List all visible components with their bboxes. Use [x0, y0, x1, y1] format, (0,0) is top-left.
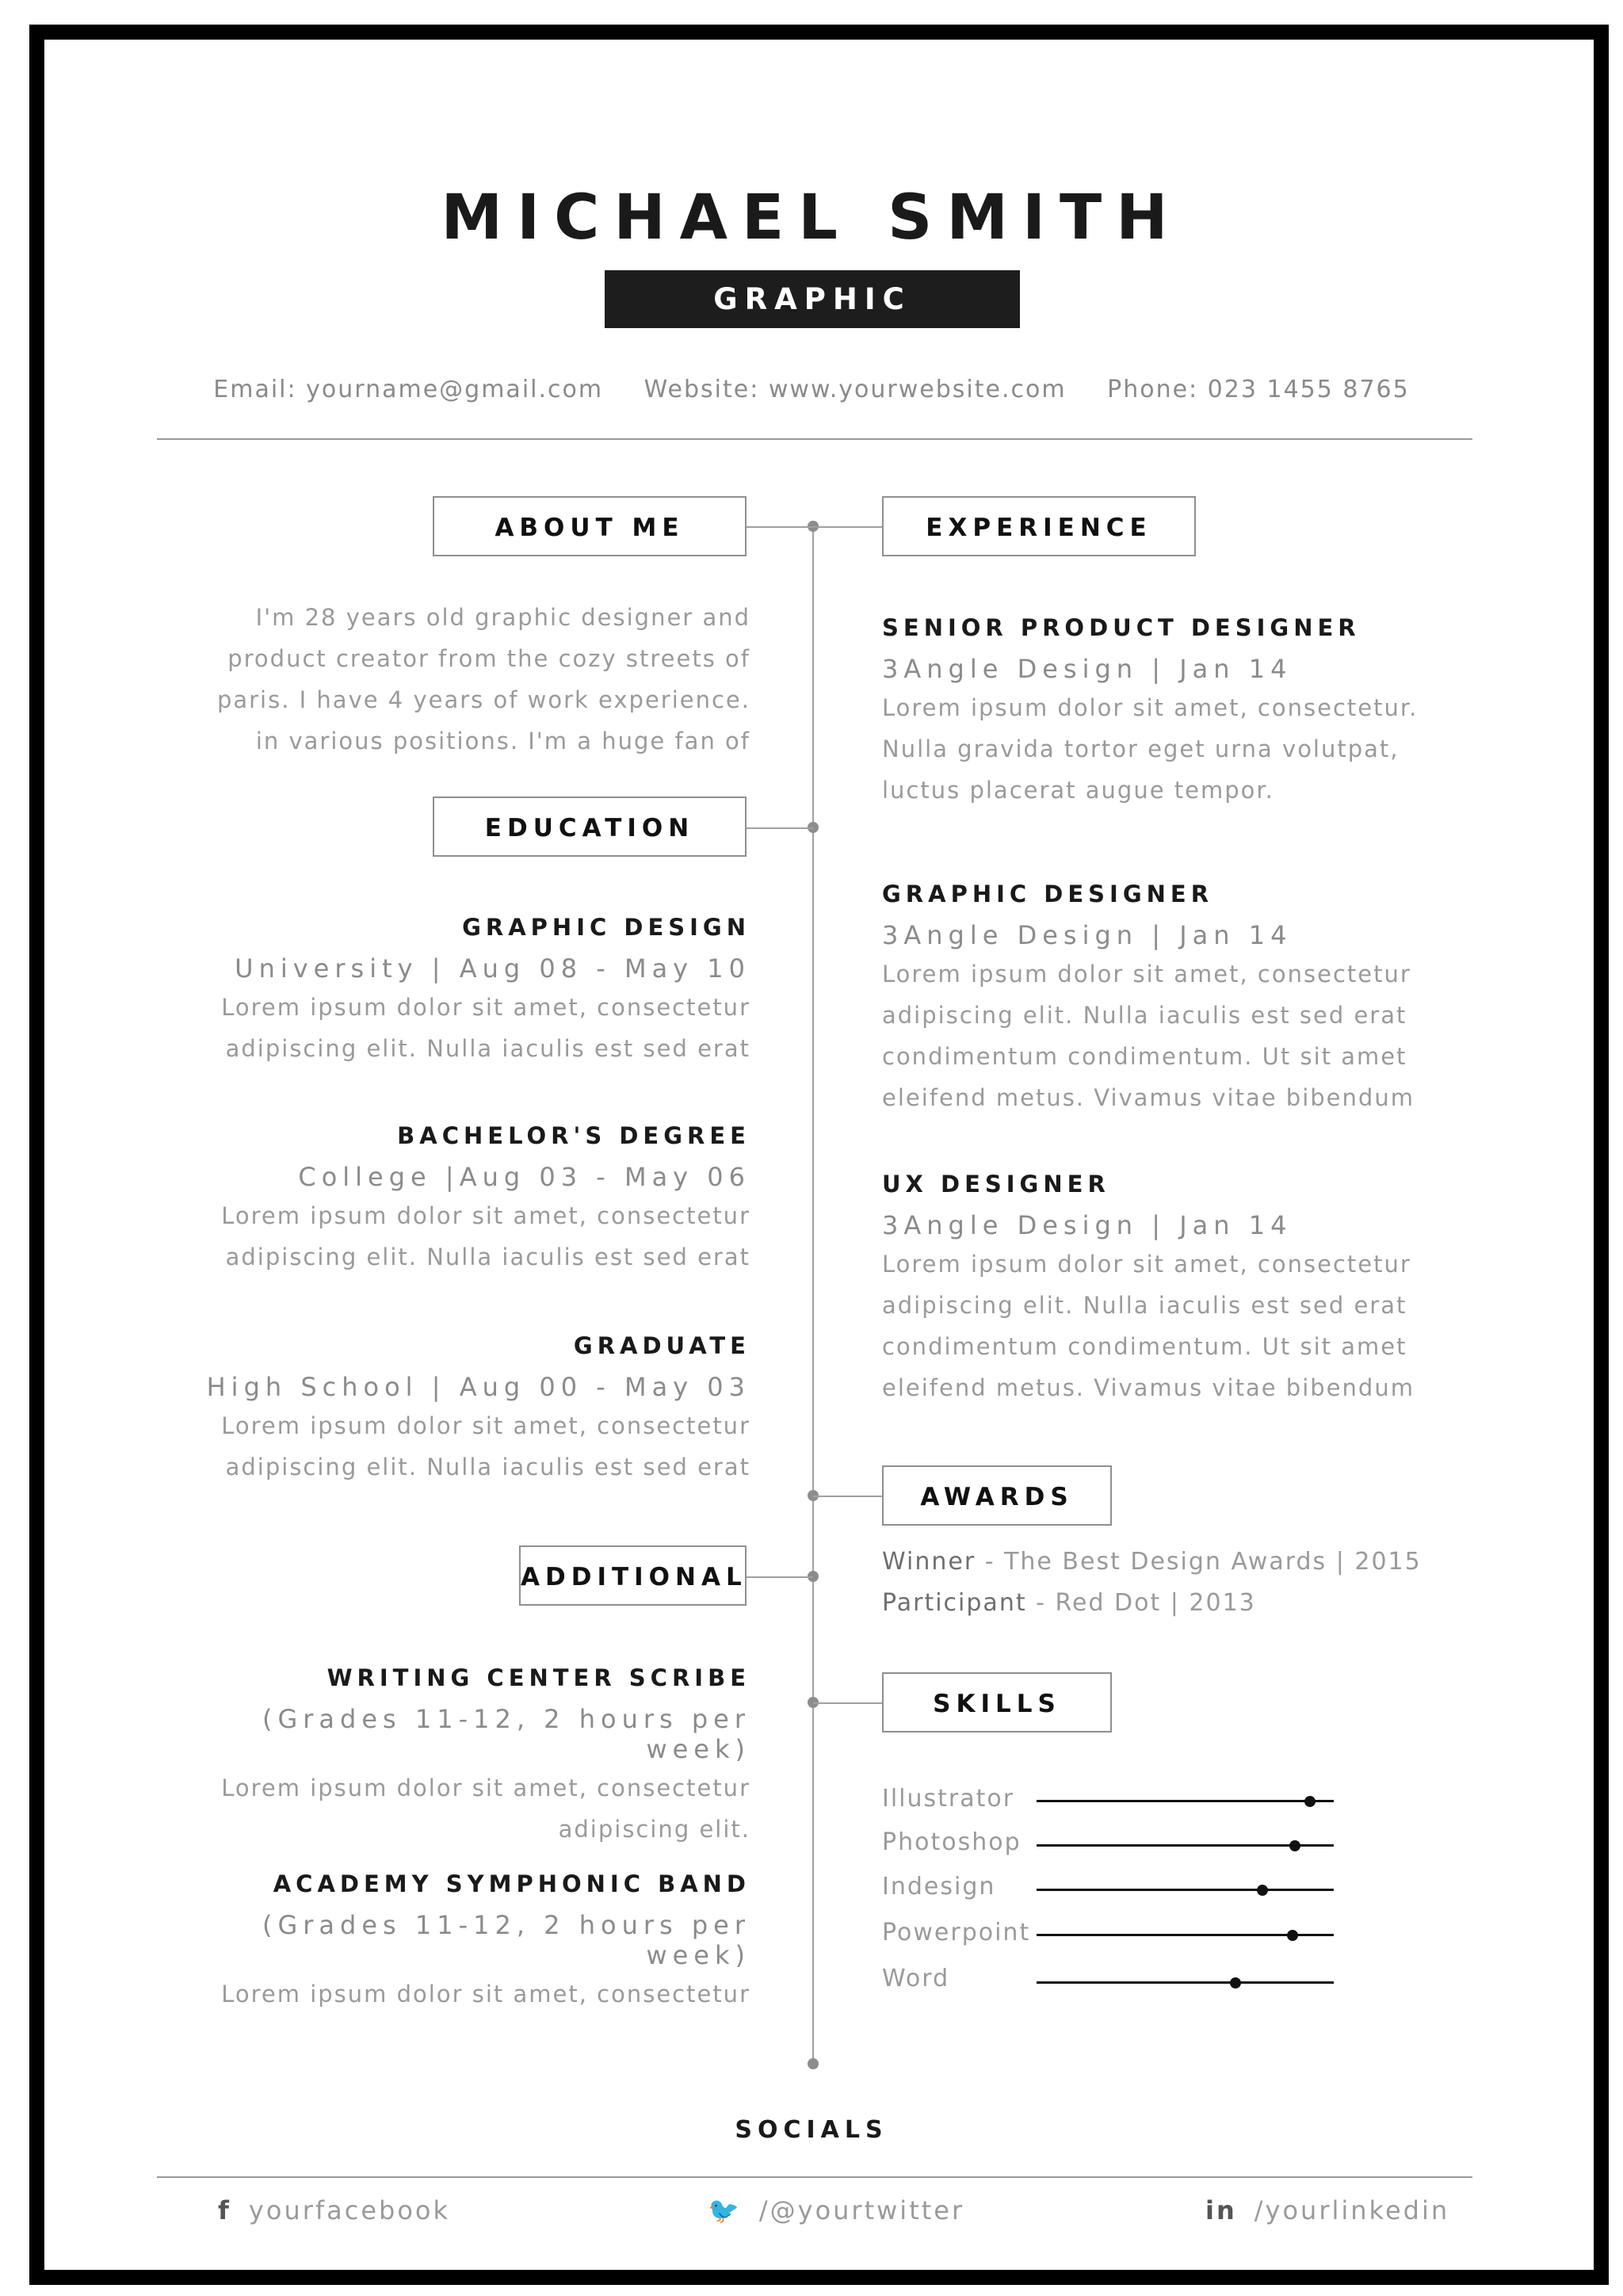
- additional-sub: (Grades 11-12, 2 hours per week): [262, 1910, 750, 1970]
- body-line: adipiscing elit. Nulla iaculis est sed erat: [225, 1244, 750, 1270]
- body-line: Lorem ipsum dolor sit amet, consectetur: [882, 1251, 1411, 1278]
- education-body: [198, 1405, 750, 1488]
- experience-sub: 3Angle Design | Jan 14: [882, 1210, 1293, 1240]
- additional-title: WRITING CENTER SCRIBE: [327, 1664, 750, 1691]
- about-line: I'm 28 years old graphic designer and: [255, 604, 750, 631]
- experience-item: [882, 1171, 1484, 1408]
- additional-title: ACADEMY SYMPHONIC BAND: [273, 1870, 750, 1897]
- experience-title: SENIOR PRODUCT DESIGNER: [882, 614, 1361, 641]
- award-detail: - The Best Design Awards | 2015: [976, 1548, 1422, 1576]
- skill-level-knob: [1287, 1930, 1298, 1941]
- education-title: BACHELOR'S DEGREE: [397, 1122, 750, 1149]
- award-item: [882, 1541, 1484, 1583]
- experience-heading: EXPERIENCE: [882, 496, 1196, 556]
- award-label: Winner: [882, 1548, 976, 1576]
- skill-label: Indesign: [882, 1873, 996, 1901]
- connector: [813, 526, 884, 528]
- socials-heading: SOCIALS: [735, 2116, 888, 2144]
- body-line: adipiscing elit. Nulla iaculis est sed erat: [882, 1292, 1407, 1319]
- experience-title: UX DESIGNER: [882, 1171, 1110, 1198]
- education-sub: University | Aug 08 - May 10: [235, 953, 750, 984]
- twitter-handle: /@yourtwitter: [758, 2195, 965, 2225]
- additional-item: [198, 1664, 750, 1850]
- twitter-link[interactable]: [708, 2195, 964, 2225]
- experience-item: [882, 614, 1484, 811]
- experience-sub: 3Angle Design | Jan 14: [882, 920, 1293, 950]
- job-title-badge: GRAPHIC DESIGNER: [605, 270, 1020, 328]
- body-line: adipiscing elit. Nulla iaculis est sed erat: [882, 1002, 1407, 1029]
- connector: [745, 827, 813, 829]
- body-line: Lorem ipsum dolor sit amet, consectetur: [221, 1412, 750, 1439]
- email-text[interactable]: Email: yourname@gmail.com: [213, 376, 604, 403]
- education-sub: College |Aug 03 - May 06: [298, 1162, 750, 1192]
- additional-item: [198, 1870, 750, 2015]
- skill-level-knob: [1257, 1885, 1268, 1896]
- timeline-dot: [808, 2058, 819, 2069]
- website-text[interactable]: Website: www.yourwebsite.com: [643, 376, 1067, 403]
- about-line: paris. I have 4 years of work experience.: [216, 686, 750, 713]
- skill-bar: [1037, 1981, 1334, 1984]
- connector: [745, 1576, 813, 1578]
- education-title: GRAPHIC DESIGN: [462, 914, 750, 941]
- award-label: Participant: [882, 1589, 1027, 1617]
- linkedin-handle: /yourlinkedin: [1254, 2195, 1450, 2225]
- skill-label: Illustrator: [882, 1785, 1015, 1813]
- body-line: adipiscing elit.: [558, 1816, 750, 1843]
- experience-body: [882, 953, 1484, 1118]
- body-line: Lorem ipsum dolor sit amet, consectetur: [882, 961, 1411, 988]
- linkedin-link[interactable]: [1205, 2195, 1449, 2225]
- body-line: condimentum condimentum. Ut sit amet: [882, 1043, 1407, 1070]
- experience-item: [882, 881, 1484, 1118]
- education-sub: High School | Aug 00 - May 03: [206, 1372, 750, 1402]
- education-item: [198, 1332, 750, 1488]
- additional-heading: ADDITIONAL: [519, 1545, 747, 1606]
- twitter-icon: 🐦: [708, 2195, 742, 2225]
- education-item: [198, 914, 750, 1069]
- body-line: Nulla gravida tortor eget urna volutpat,: [882, 735, 1400, 762]
- experience-sub: 3Angle Design | Jan 14: [882, 654, 1293, 684]
- award-item: [882, 1583, 1484, 1624]
- skill-bar: [1037, 1800, 1334, 1802]
- education-heading: EDUCATION: [433, 797, 747, 857]
- award-detail: - Red Dot | 2013: [1026, 1589, 1256, 1617]
- body-line: Lorem ipsum dolor sit amet, consectetur.: [882, 694, 1419, 721]
- about-line: product creator from the cozy streets of: [227, 645, 750, 672]
- additional-body: [198, 1973, 750, 2015]
- header-divider: [157, 438, 1472, 440]
- experience-title: GRAPHIC DESIGNER: [882, 881, 1214, 907]
- education-title: GRADUATE: [573, 1332, 750, 1359]
- contact-line: [0, 376, 1623, 403]
- experience-body: [882, 687, 1484, 811]
- body-line: Lorem ipsum dolor sit amet, consectetur: [221, 1775, 750, 1801]
- facebook-icon: f: [218, 2195, 231, 2225]
- skill-label: Word: [882, 1965, 950, 1992]
- facebook-link[interactable]: [218, 2195, 450, 2225]
- body-line: condimentum condimentum. Ut sit amet: [882, 1333, 1407, 1360]
- skill-bar: [1037, 1889, 1334, 1891]
- additional-sub: (Grades 11-12, 2 hours per week): [262, 1704, 750, 1764]
- experience-body: [882, 1244, 1484, 1408]
- phone-text: Phone: 023 1455 8765: [1107, 376, 1410, 403]
- awards-list: [882, 1541, 1484, 1624]
- education-item: [198, 1122, 750, 1278]
- facebook-handle: yourfacebook: [248, 2195, 451, 2225]
- education-body: [198, 987, 750, 1069]
- body-line: adipiscing elit. Nulla iaculis est sed erat: [225, 1035, 750, 1062]
- connector: [813, 1702, 884, 1704]
- full-name: MICHAEL SMITH: [441, 182, 1182, 254]
- about-heading: ABOUT ME: [433, 496, 747, 556]
- skill-label: Powerpoint: [882, 1919, 1031, 1946]
- body-line: Lorem ipsum dolor sit amet, consectetur: [221, 994, 750, 1021]
- about-text: [198, 597, 750, 762]
- body-line: eleifend metus. Vivamus vitae bibendum: [882, 1374, 1415, 1401]
- connector: [813, 1496, 884, 1497]
- body-line: Lorem ipsum dolor sit amet, consectetur: [221, 1981, 750, 2008]
- body-line: eleifend metus. Vivamus vitae bibendum: [882, 1084, 1415, 1111]
- additional-body: [198, 1767, 750, 1850]
- education-body: [198, 1195, 750, 1278]
- connector: [745, 526, 813, 528]
- skill-level-knob: [1304, 1796, 1316, 1807]
- linkedin-icon: in: [1205, 2195, 1237, 2225]
- about-line: in various positions. I'm a huge fan of: [255, 728, 750, 755]
- body-line: luctus placerat augue tempor.: [882, 777, 1274, 804]
- skills-heading: SKILLS: [882, 1672, 1112, 1733]
- timeline-line: [812, 526, 814, 2067]
- footer-divider: [157, 2176, 1472, 2178]
- awards-heading: AWARDS: [882, 1465, 1112, 1526]
- body-line: adipiscing elit. Nulla iaculis est sed erat: [225, 1454, 750, 1480]
- body-line: Lorem ipsum dolor sit amet, consectetur: [221, 1202, 750, 1229]
- skill-label: Photoshop: [882, 1828, 1022, 1856]
